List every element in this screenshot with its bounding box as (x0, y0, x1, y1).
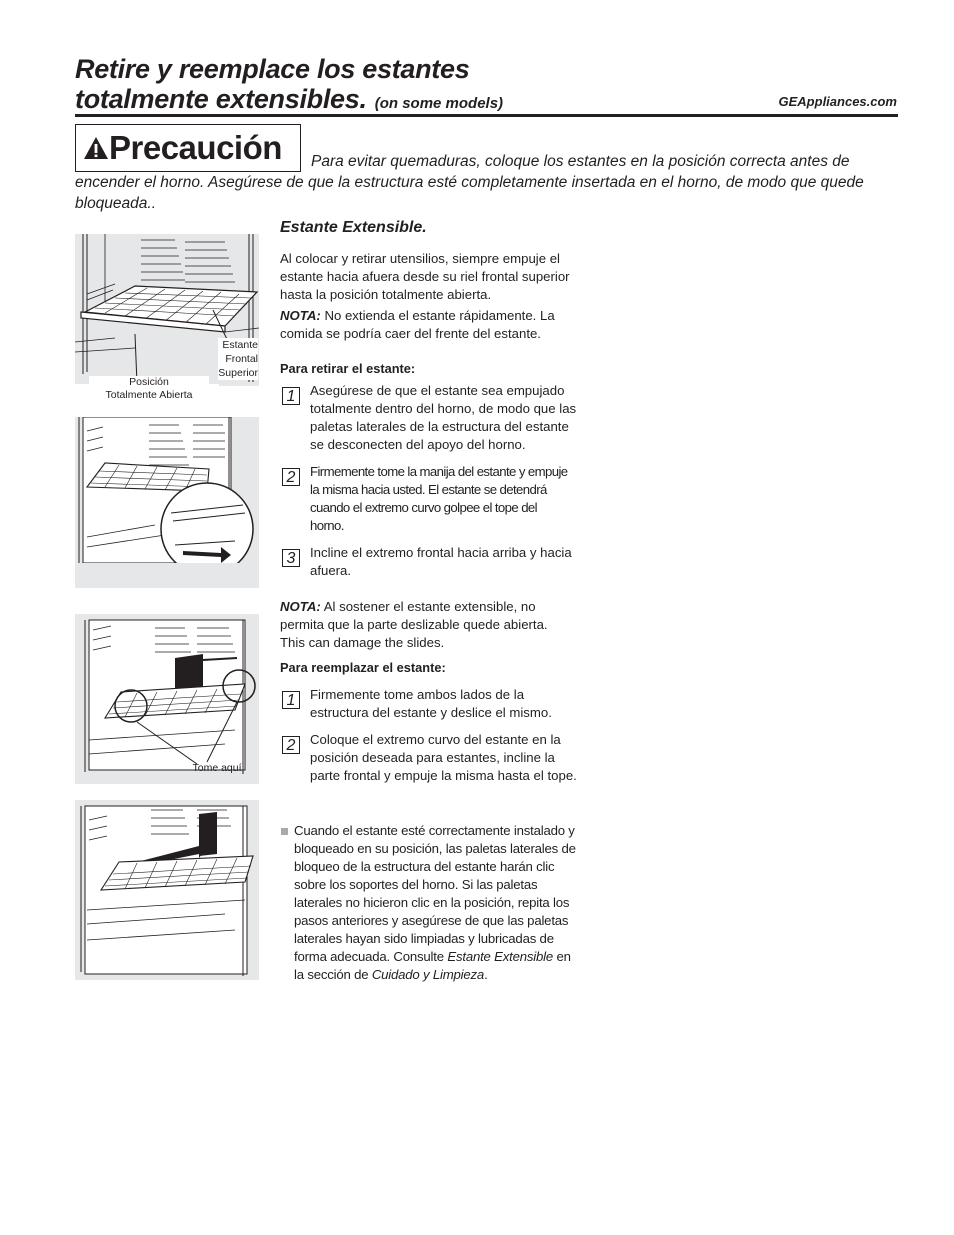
step-number: 2 (282, 468, 300, 486)
bullet-text-part2: en la sección de (294, 949, 571, 982)
step-number: 3 (282, 549, 300, 567)
figure-rack-pull (75, 417, 259, 588)
oven-rack-pull-illustration (75, 417, 259, 588)
header-rule (75, 114, 898, 117)
label-front-rail-line1: Estante (222, 339, 258, 351)
nota-2-text: Al sostener el estante extensible, no permita que la parte deslizable quede abierta. This can damage the slides. (280, 599, 548, 650)
page-title-line2-text: totalmente extensibles. (75, 84, 367, 114)
label-fully-open-line1: Posición (129, 376, 169, 388)
bullet-square-icon (281, 828, 288, 835)
page-title-line1: Retire y reemplace los estantes (75, 54, 470, 84)
nota-1-label: NOTA: (280, 308, 321, 323)
label-grab-here: Tome aquí (192, 762, 242, 774)
bullet-text-end: . (484, 967, 488, 982)
replace-heading: Para reemplazar el estante: (280, 660, 446, 675)
caution-heading: Precaución (109, 129, 282, 166)
label-front-rail-line2: Frontal (225, 353, 258, 365)
nota-1-text: No extienda el estante rápidamente. La comida se podría caer del frente del estante. (280, 308, 555, 341)
step-number: 2 (282, 736, 300, 754)
step-text: Coloque el extremo curvo del estante en la posición deseada para estantes, incline la parte frontal y empuje la misma hasta el tope. (310, 732, 577, 783)
step-text: Incline el extremo frontal hacia arriba y hacia afuera. (310, 545, 572, 578)
nota-2-label: NOTA: (280, 599, 321, 614)
step-number: 1 (282, 387, 300, 405)
step-text: Firmemente tome ambos lados de la estructura del estante y deslice el mismo. (310, 687, 552, 720)
label-front-rail (218, 338, 258, 380)
bullet-text (294, 822, 581, 984)
bullet-text-part1: Cuando el estante esté correctamente instalado y bloqueado en su posición, las paletas laterales de bloqueo de la estructura del estante harán clic sobre los soportes del horno. Si las paletas laterales no hicieron clic en la posición, repita los pasos anteriores y asegúrese de que las paletas laterales hayan sido limpiadas y lubricadas de forma adecuada. Consulte (294, 823, 576, 964)
figure-rack-grab (75, 614, 259, 784)
section-heading: Estante Extensible. (280, 219, 427, 236)
nota-2 (280, 598, 575, 652)
remove-heading: Para retirar el estante: (280, 361, 416, 376)
replace-step-2 (282, 731, 582, 785)
oven-rack-insert-illustration (75, 800, 259, 980)
website: GEAppliances.com (778, 94, 897, 109)
remove-step-1 (282, 382, 582, 454)
nota-1 (280, 307, 575, 343)
replace-step-1 (282, 686, 582, 722)
remove-step-2 (282, 463, 582, 535)
label-front-rail-line3: Superior (218, 367, 258, 379)
title-note: (on some models) (374, 95, 504, 112)
figure-rack-extended (75, 234, 259, 404)
label-fully-open-line2: Totalmente Abierta (105, 389, 193, 401)
bullet-text-italic2: Cuidado y Limpieza (371, 967, 485, 982)
step-number: 1 (282, 691, 300, 709)
caution-text: Para evitar quemaduras, coloque los estantes en la posición correcta antes de encender el horno. Asegúrese de que la estructura esté completamente insertada en el horno, de modo que quede bloqueada.. (75, 153, 864, 212)
remove-step-3 (282, 544, 582, 580)
step-text: Asegúrese de que el estante sea empujado totalmente dentro del horno, de modo que las paletas laterales de la estructura del estante se desconecten del apoyo del horno. (310, 383, 577, 452)
step-text: Firmemente tome la manija del estante y empuje la misma hacia usted. El estante se detendrá cuando el extremo curvo golpee el tope del horno. (310, 464, 568, 533)
bullet-note (281, 822, 581, 984)
label-fully-open (89, 376, 209, 402)
figure-rack-insert (75, 800, 259, 980)
intro-text: Al colocar y retirar utensilios, siempre empuje el estante hacia afuera desde su riel frontal superior hasta la posición totalmente abierta. (280, 251, 570, 302)
bullet-text-italic1: Estante Extensible (447, 949, 553, 964)
oven-rack-grab-illustration (75, 614, 259, 784)
